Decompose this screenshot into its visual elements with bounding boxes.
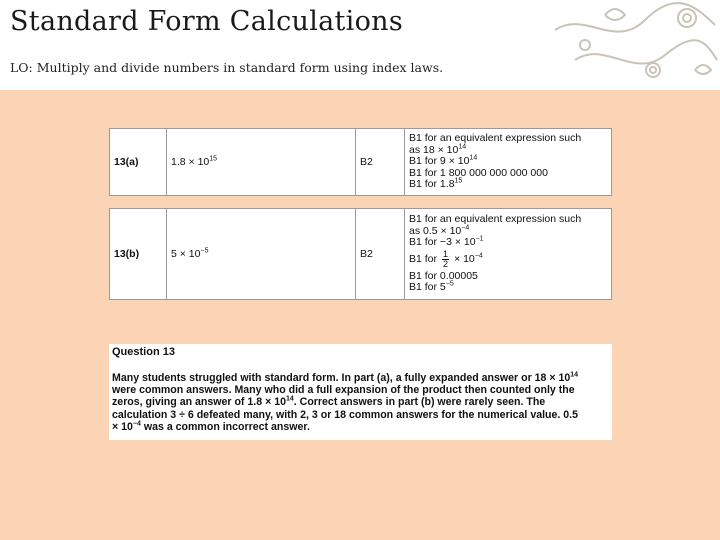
guidance-cell xyxy=(405,129,612,196)
comment-heading: Question 13 xyxy=(112,346,175,358)
markscheme-table-13b xyxy=(109,208,612,300)
guidance-line: B1 for an equivalent expression such xyxy=(409,213,582,226)
table-row xyxy=(110,209,612,300)
answer-exponent: −5 xyxy=(200,247,209,255)
guidance-line: B1 for $9 \times 10^{14}$ xyxy=(409,154,478,168)
decorative-swirl-icon xyxy=(545,0,720,90)
guidance-line: B1 for 0.00005 xyxy=(409,269,478,282)
learning-objective: LO: Multiply and divide numbers in standard form using index laws. xyxy=(10,60,444,75)
guidance-line: as $18 \times 10^{14}$ xyxy=(409,143,467,156)
comment-line: × $10^{-4}$ was a common incorrect answer. xyxy=(112,420,310,433)
guidance-cell xyxy=(405,209,612,300)
markscheme-table-13a xyxy=(109,128,612,196)
answer-text: 5 × 10 xyxy=(171,248,201,260)
mark-cell: B2 xyxy=(356,129,405,196)
examiner-comment xyxy=(109,344,612,440)
guidance-line: as $0.5 \times 10^{-4}$ xyxy=(409,224,470,237)
slide-title: Standard Form Calculations xyxy=(10,6,404,37)
table-row xyxy=(110,129,612,196)
comment-line: calculation 3 ÷ 6 defeated many, with 2, 3 or 18 common answers for the numerical value. 0.5 xyxy=(112,408,579,421)
comment-line: Many students struggled with standard form. In part (a), a fully expanded answer or $18 \times 10^{14}$ xyxy=(112,371,579,384)
guidance-line: B1 for $-3 \times 10^{-1}$ xyxy=(409,235,484,249)
answer-cell xyxy=(167,209,356,300)
comment-line: were common answers. Many who did a full expansion of the product then counted only the xyxy=(112,384,575,397)
guidance-line: B1 for $1.8^{15}$ xyxy=(409,177,463,191)
guidance-line: B1 for an equivalent expression such xyxy=(409,132,582,145)
answer-text: 1.8 × 10 xyxy=(171,156,210,168)
guidance-line: B1 for $\frac{1}{2}$ × $10^{-4}$ xyxy=(409,249,483,270)
answer-cell xyxy=(167,129,356,196)
comment-line: zeros, giving an answer of $1.8 \times 10^{14}$. Correct answers in part (b) were rarely seen. The xyxy=(112,395,546,409)
guidance-line: B1 for 1 800 000 000 000 000 xyxy=(409,166,548,179)
fraction: $\frac{1}{2}$ xyxy=(443,249,449,270)
guidance-line: B1 for $5^{-5}$ xyxy=(409,280,454,294)
question-number: 13(a) xyxy=(110,129,167,196)
mark-cell: B2 xyxy=(356,209,405,300)
comment-body xyxy=(112,372,608,433)
slide-header xyxy=(0,0,720,90)
question-number: 13(b) xyxy=(110,209,167,300)
answer-exponent: 15 xyxy=(209,155,218,163)
